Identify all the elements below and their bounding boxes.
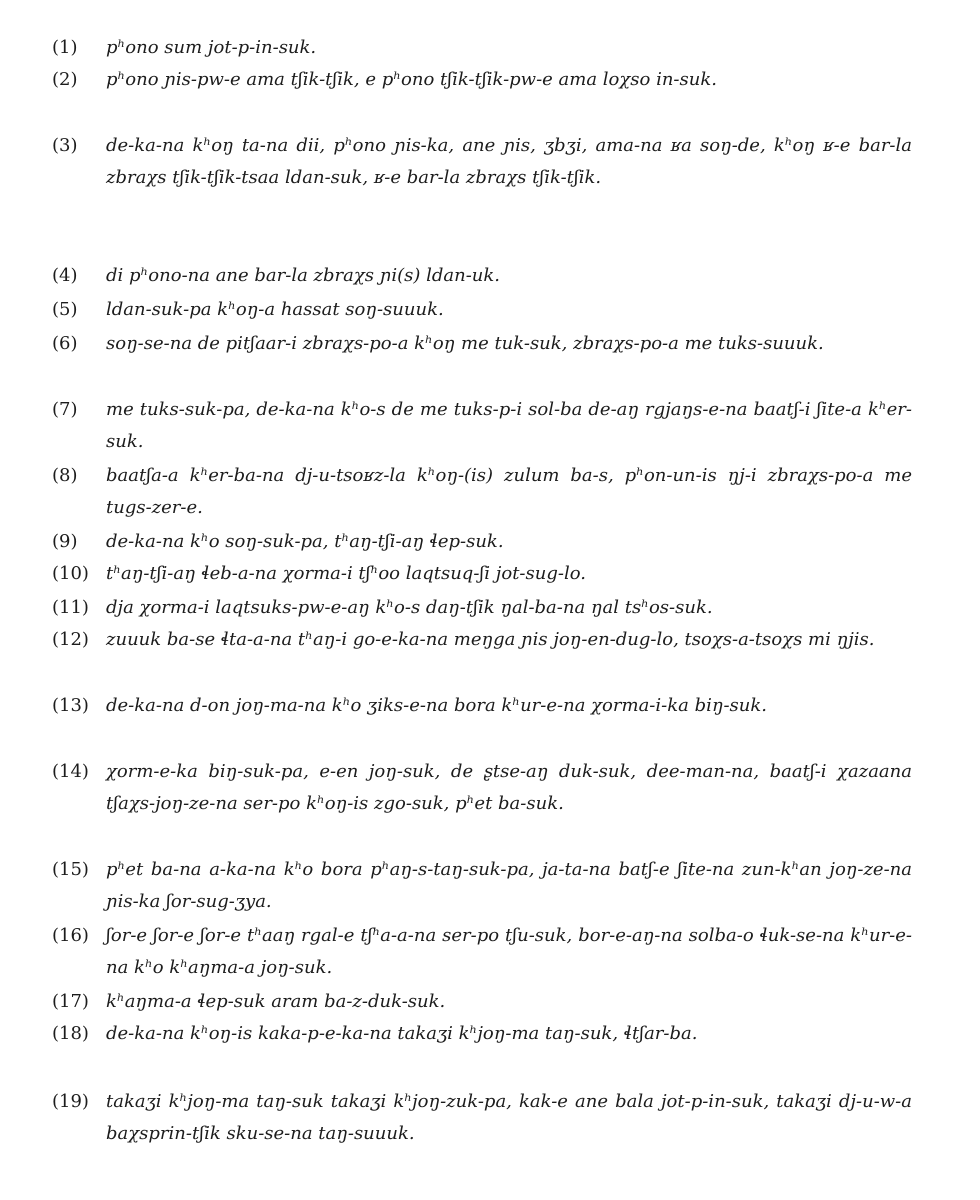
example-11 xyxy=(52,592,912,624)
example-15 xyxy=(52,854,912,918)
example-number: (1) xyxy=(52,37,78,58)
example-text: kʰaŋma-a ɬep-suk aram ba-z-duk-suk. xyxy=(106,991,446,1012)
example-number: (5) xyxy=(52,299,78,320)
example-text: pʰono sum jot-p-in-suk. xyxy=(106,37,317,58)
example-text: pʰet ba-na a-ka-na kʰo bora pʰaŋ-s-taŋ-suk-pa, ja-ta-na batʃ-e ʃite-na zun-kʰan joŋ-ze-na ɲis-ka ʃor-sug-ʒya. xyxy=(106,859,912,912)
example-number: (19) xyxy=(52,1091,89,1112)
example-18 xyxy=(52,1018,912,1050)
example-text: ldan-suk-pa kʰoŋ-a hassat soŋ-suuuk. xyxy=(106,299,444,320)
example-text: de-ka-na d-on joŋ-ma-na kʰo ʒiks-e-na bora kʰur-e-na χorma-i-ka biŋ-suk. xyxy=(106,695,767,716)
example-text: ʃor-e ʃor-e ʃor-e tʰaaŋ rgal-e tʃʰa-a-na ser-po tʃu-suk, bor-e-aŋ-na solba-o ɬuk-se-na kʰur-e-na kʰo kʰaŋma-a joŋ-suk. xyxy=(106,925,912,978)
example-text: tʰaŋ-tʃi-aŋ ɬeb-a-na χorma-i tʃʰoo laqtsuq-ʃi jot-sug-lo. xyxy=(106,563,586,584)
example-number: (2) xyxy=(52,69,78,90)
example-text: pʰono ɲis-pw-e ama tʃik-tʃik, e pʰono tʃik-tʃik-pw-e ama loχso in-suk. xyxy=(106,69,717,90)
example-8 xyxy=(52,460,912,524)
example-text: de-ka-na kʰoŋ ta-na dii, pʰono ɲis-ka, ane ɲis, ʒbʒi, ama-na ʁa soŋ-de, kʰoŋ ʁ-e bar-la zbraχs tʃik-tʃik-tsaa ldan-suk, ʁ-e bar-la zbraχs tʃik-tʃik. xyxy=(106,135,912,188)
example-number: (12) xyxy=(52,629,89,650)
example-text: di pʰono-na ane bar-la zbraχs ɲi(s) ldan-uk. xyxy=(106,265,501,286)
example-9 xyxy=(52,526,912,558)
example-number: (14) xyxy=(52,761,89,782)
example-number: (9) xyxy=(52,531,78,552)
example-text: takaʒi kʰjoŋ-ma taŋ-suk takaʒi kʰjoŋ-zuk-pa, kak-e ane bala jot-p-in-suk, takaʒi dj-u-w-a baχsprin-tʃik sku-se-na taŋ-suuuk. xyxy=(106,1091,912,1144)
example-text: zuuuk ba-se ɬta-a-na tʰaŋ-i go-e-ka-na meŋga ɲis joŋ-en-dug-lo, tsoχs-a-tsoχs mi ŋjis. xyxy=(106,629,875,650)
example-text: baatʃa-a kʰer-ba-na dj-u-tsoʁz-la kʰoŋ-(is) zulum ba-s, pʰon-un-is ŋj-i zbraχs-po-a me tugs-zer-e. xyxy=(106,465,912,518)
example-text: de-ka-na kʰoŋ-is kaka-p-e-ka-na takaʒi kʰjoŋ-ma taŋ-suk, ɬtʃar-ba. xyxy=(106,1023,698,1044)
example-number: (16) xyxy=(52,925,89,946)
example-text: me tuks-suk-pa, de-ka-na kʰo-s de me tuks-p-i sol-ba de-aŋ rgjaŋs-e-na baatʃ-i ʃite-a kʰer-suk. xyxy=(106,399,912,452)
example-text: dja χorma-i laqtsuks-pw-e-aŋ kʰo-s daŋ-tʃik ŋal-ba-na ŋal tsʰos-suk. xyxy=(106,597,713,618)
example-14 xyxy=(52,756,912,820)
example-number: (15) xyxy=(52,859,89,880)
example-number: (4) xyxy=(52,265,78,286)
example-10 xyxy=(52,558,912,590)
example-number: (17) xyxy=(52,991,89,1012)
example-number: (8) xyxy=(52,465,78,486)
example-16 xyxy=(52,920,912,984)
example-number: (6) xyxy=(52,333,78,354)
example-number: (10) xyxy=(52,563,89,584)
example-6 xyxy=(52,328,912,360)
example-4 xyxy=(52,260,912,292)
example-3 xyxy=(52,130,912,194)
example-text: soŋ-se-na de pitʃaar-i zbraχs-po-a kʰoŋ me tuk-suk, zbraχs-po-a me tuks-suuuk. xyxy=(106,333,824,354)
example-number: (13) xyxy=(52,695,89,716)
example-17 xyxy=(52,986,912,1018)
example-12 xyxy=(52,624,912,656)
example-number: (11) xyxy=(52,597,89,618)
example-13 xyxy=(52,690,912,722)
example-number: (3) xyxy=(52,135,78,156)
example-1 xyxy=(52,32,912,64)
example-number: (18) xyxy=(52,1023,89,1044)
example-number: (7) xyxy=(52,399,78,420)
example-7 xyxy=(52,394,912,458)
example-text: χorm-e-ka biŋ-suk-pa, e-en joŋ-suk, de ʂtse-aŋ duk-suk, dee-man-na, baatʃ-i χazaana tʃaχs-joŋ-ze-na ser-po kʰoŋ-is zgo-suk, pʰet ba-suk. xyxy=(106,761,912,814)
example-text: de-ka-na kʰo soŋ-suk-pa, tʰaŋ-tʃi-aŋ ɬep-suk. xyxy=(106,531,504,552)
example-2 xyxy=(52,64,912,96)
example-19 xyxy=(52,1086,912,1150)
example-5 xyxy=(52,294,912,326)
